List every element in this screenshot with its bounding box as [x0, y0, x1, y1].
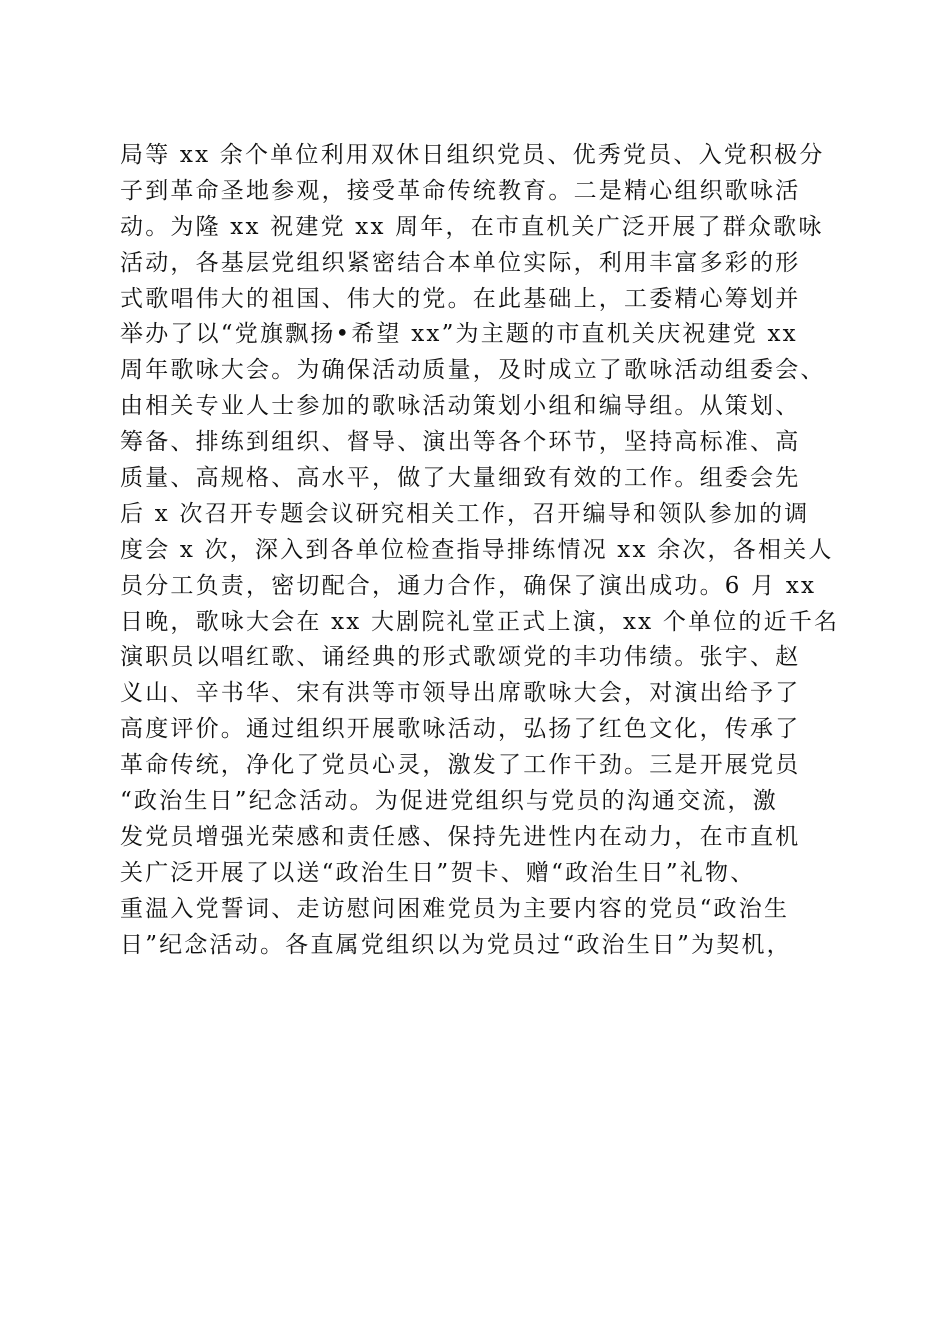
text-line: 关广泛开展了以送“政治生日”贺卡、赠“政治生日”礼物、 — [120, 859, 756, 886]
text-line: 高度评价。通过组织开展歌咏活动，弘扬了红色文化，传承了 — [120, 716, 801, 743]
text-line: 革命传统，净化了党员心灵，激发了工作干劲。三是开展党员 — [120, 752, 801, 779]
text-line: 重温入党誓词、走访慰问困难党员为主要内容的党员“政治生 — [120, 895, 790, 922]
text-line: 后 x 次召开专题会议研究相关工作，召开编导和领队参加的调 — [120, 500, 810, 527]
text-line: 质量、高规格、高水平，做了大量细致有效的工作。组委会先 — [120, 465, 801, 492]
text-line: 活动，各基层党组织紧密结合本单位实际，利用丰富多彩的形 — [120, 249, 801, 276]
text-line: 筹备、排练到组织、督导、演出等各个环节，坚持高标准、高 — [120, 429, 801, 456]
text-line: 日”纪念活动。各直属党组织以为党员过“政治生日”为契机， — [120, 931, 792, 958]
text-line: 发党员增强光荣感和责任感、保持先进性内在动力，在市直机 — [120, 823, 801, 850]
text-line: 员分工负责，密切配合，通力合作，确保了演出成功。6 月 xx — [120, 572, 817, 599]
text-line: “政治生日”纪念活动。为促进党组织与党员的沟通交流，激 — [120, 788, 778, 815]
body-text — [120, 138, 860, 963]
text-line: 局等 xx 余个单位利用双休日组织党员、优秀党员、入党积极分 — [120, 142, 825, 168]
text-line: 度会 x 次，深入到各单位检查指导排练情况 xx 余次，各相关人 — [120, 536, 834, 563]
text-line: 动。为隆 xx 祝建党 xx 周年，在市直机关广泛开展了群众歌咏 — [120, 213, 824, 240]
text-line: 义山、辛书华、宋有洪等市领导出席歌咏大会，对演出给予了 — [120, 680, 801, 707]
text-line: 演职员以唱红歌、诵经典的形式歌颂党的丰功伟绩。张宇、赵 — [120, 644, 801, 671]
text-line: 子到革命圣地参观，接受革命传统教育。二是精心组织歌咏活 — [120, 177, 801, 204]
text-line: 由相关专业人士参加的歌咏活动策划小组和编导组。从策划、 — [120, 393, 801, 420]
text-line: 举办了以“党旗飘扬•希望 xx”为主题的市直机关庆祝建党 xx — [120, 321, 798, 348]
text-line: 周年歌咏大会。为确保活动质量，及时成立了歌咏活动组委会、 — [120, 357, 826, 384]
text-line: 式歌唱伟大的祖国、伟大的党。在此基础上，工委精心筹划并 — [120, 285, 801, 312]
text-line: 日晚，歌咏大会在 xx 大剧院礼堂正式上演，xx 个单位的近千名 — [120, 608, 840, 635]
